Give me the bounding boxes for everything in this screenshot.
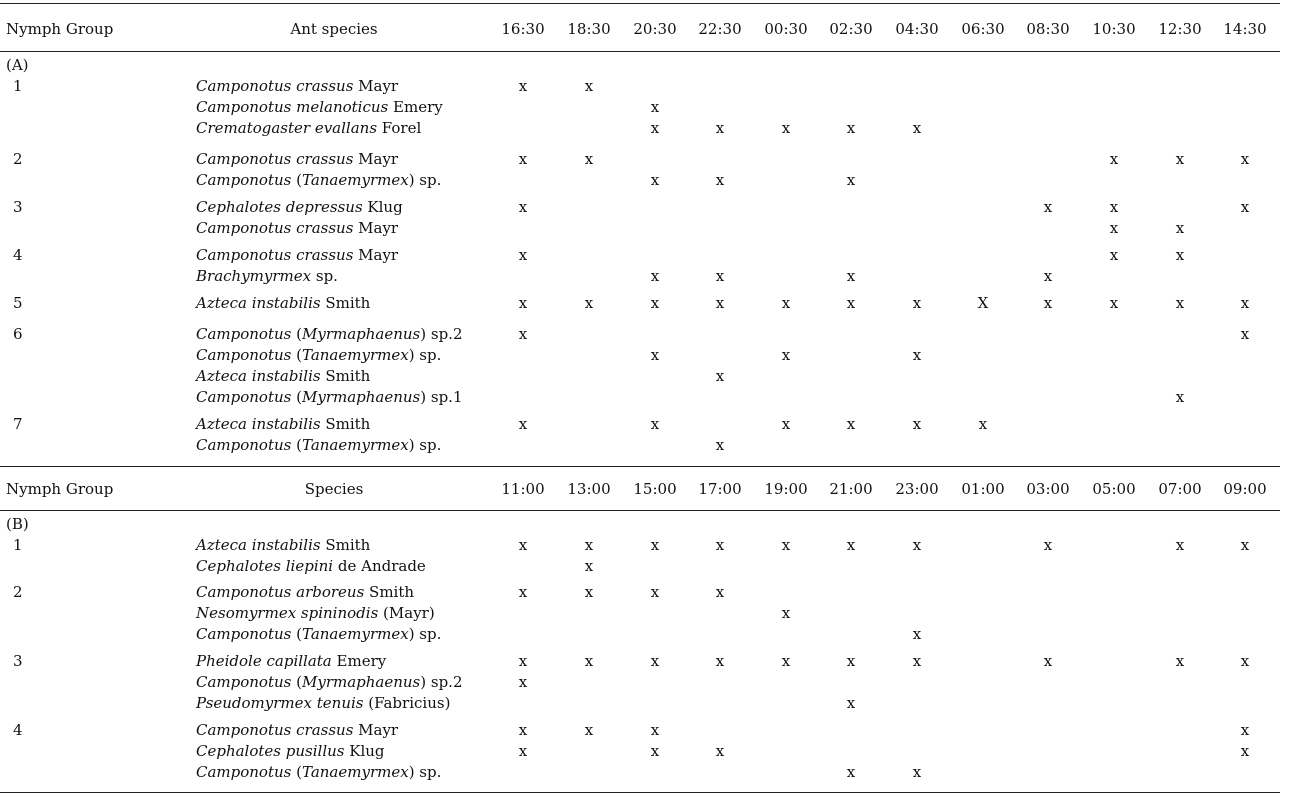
species-name-italic: Camponotus crassus bbox=[196, 721, 354, 739]
header-time: 03:00 bbox=[1026, 480, 1070, 498]
presence-mark: x bbox=[715, 171, 725, 189]
presence-mark: x bbox=[650, 583, 660, 601]
presence-mark: x bbox=[978, 415, 988, 433]
presence-mark: x bbox=[584, 557, 594, 575]
species-name-part: Mayr bbox=[353, 150, 399, 168]
species-name-part: Mayr bbox=[353, 721, 399, 739]
header-group-label: Nymph Group bbox=[6, 480, 114, 498]
species-name bbox=[196, 268, 338, 285]
presence-mark: x bbox=[518, 150, 528, 168]
header-species-label: Ant species bbox=[290, 20, 378, 38]
presence-mark: x bbox=[650, 267, 660, 285]
group-number: 2 bbox=[13, 150, 23, 168]
species-name-italic: Camponotus bbox=[196, 763, 292, 781]
header-time: 20:30 bbox=[633, 20, 677, 38]
species-name bbox=[196, 199, 403, 216]
species-name-part: Emery bbox=[388, 98, 443, 116]
presence-mark: x bbox=[781, 294, 791, 312]
species-name-italic: Brachymyrmex bbox=[196, 267, 312, 285]
presence-mark: x bbox=[912, 652, 922, 670]
species-name-part: ) sp.1 bbox=[420, 388, 463, 406]
species-name-italic: Camponotus crassus bbox=[196, 219, 354, 237]
species-name bbox=[196, 151, 398, 168]
species-name bbox=[196, 78, 398, 95]
species-name bbox=[196, 558, 426, 575]
species-name-part: ) sp. bbox=[408, 763, 442, 781]
presence-mark: x bbox=[518, 536, 528, 554]
species-name-italic: Cephalotes pusillus bbox=[196, 742, 345, 760]
species-name bbox=[196, 722, 398, 739]
header-time: 05:00 bbox=[1092, 480, 1136, 498]
presence-mark: x bbox=[912, 415, 922, 433]
presence-mark: x bbox=[715, 436, 725, 454]
species-name-part: Smith bbox=[320, 367, 371, 385]
species-name bbox=[196, 220, 398, 237]
presence-mark: x bbox=[1240, 742, 1250, 760]
presence-mark: x bbox=[584, 536, 594, 554]
presence-mark: x bbox=[1109, 246, 1119, 264]
species-name bbox=[196, 584, 414, 601]
presence-mark: x bbox=[846, 119, 856, 137]
presence-mark: x bbox=[518, 415, 528, 433]
presence-mark: x bbox=[518, 721, 528, 739]
presence-mark: x bbox=[518, 652, 528, 670]
species-name bbox=[196, 743, 385, 760]
species-name-italic: Azteca instabilis bbox=[196, 415, 321, 433]
presence-mark: x bbox=[1240, 536, 1250, 554]
species-name-italic: Pseudomyrmex tenuis bbox=[196, 694, 364, 712]
table-rule bbox=[0, 51, 1280, 52]
species-name bbox=[196, 653, 386, 670]
species-name bbox=[196, 172, 441, 189]
header-time: 04:30 bbox=[895, 20, 939, 38]
presence-mark: x bbox=[781, 346, 791, 364]
species-name bbox=[196, 437, 441, 454]
species-name-part: Smith bbox=[320, 536, 371, 554]
presence-mark: x bbox=[1175, 246, 1185, 264]
presence-mark: x bbox=[715, 536, 725, 554]
presence-mark: x bbox=[1175, 219, 1185, 237]
group-number: 1 bbox=[13, 77, 23, 95]
species-name bbox=[196, 389, 463, 406]
presence-mark: x bbox=[1043, 294, 1053, 312]
presence-mark: x bbox=[650, 346, 660, 364]
header-time: 13:00 bbox=[567, 480, 611, 498]
presence-mark: x bbox=[584, 294, 594, 312]
presence-mark: x bbox=[912, 294, 922, 312]
group-number: 3 bbox=[13, 652, 23, 670]
presence-mark: x bbox=[1043, 652, 1053, 670]
presence-mark: x bbox=[650, 652, 660, 670]
species-name-part: Forel bbox=[377, 119, 422, 137]
presence-mark: x bbox=[912, 536, 922, 554]
presence-mark: x bbox=[1109, 198, 1119, 216]
presence-mark: x bbox=[1175, 388, 1185, 406]
group-number: 1 bbox=[13, 536, 23, 554]
header-time: 21:00 bbox=[829, 480, 873, 498]
species-name-italic: Cephalotes depressus bbox=[196, 198, 363, 216]
species-name-italic: Azteca instabilis bbox=[196, 294, 321, 312]
presence-mark: x bbox=[715, 119, 725, 137]
header-time: 15:00 bbox=[633, 480, 677, 498]
presence-mark: x bbox=[912, 119, 922, 137]
species-name bbox=[196, 537, 370, 554]
header-time: 10:30 bbox=[1092, 20, 1136, 38]
header-species-label: Species bbox=[304, 480, 364, 498]
header-time: 06:30 bbox=[961, 20, 1005, 38]
presence-mark: x bbox=[715, 294, 725, 312]
presence-mark: x bbox=[781, 536, 791, 554]
presence-mark: x bbox=[650, 171, 660, 189]
presence-mark: x bbox=[1240, 150, 1250, 168]
species-name-italic: Camponotus bbox=[196, 325, 292, 343]
presence-mark: x bbox=[584, 721, 594, 739]
species-name-part: ) sp. bbox=[408, 436, 442, 454]
table-rule bbox=[0, 3, 1280, 4]
presence-mark: x bbox=[1043, 198, 1053, 216]
presence-mark: x bbox=[781, 119, 791, 137]
group-number: 5 bbox=[13, 294, 23, 312]
presence-mark: x bbox=[715, 652, 725, 670]
presence-mark: x bbox=[1240, 652, 1250, 670]
species-name bbox=[196, 626, 441, 643]
species-name-italic: Cephalotes liepini bbox=[196, 557, 334, 575]
species-name-part: Smith bbox=[320, 415, 371, 433]
presence-mark: x bbox=[518, 294, 528, 312]
header-time: 01:00 bbox=[961, 480, 1005, 498]
species-name bbox=[196, 99, 443, 116]
presence-mark: x bbox=[715, 367, 725, 385]
header-time: 08:30 bbox=[1026, 20, 1070, 38]
species-name-part: ( bbox=[291, 325, 302, 343]
species-name-part: Mayr bbox=[353, 219, 399, 237]
header-time: 16:30 bbox=[501, 20, 545, 38]
header-time: 07:00 bbox=[1158, 480, 1202, 498]
species-name-italic: Tanaemyrmex bbox=[301, 171, 409, 189]
presence-mark: x bbox=[584, 583, 594, 601]
header-time: 11:00 bbox=[501, 480, 545, 498]
presence-mark: x bbox=[912, 763, 922, 781]
species-name-italic: Camponotus bbox=[196, 436, 292, 454]
species-name-italic: Camponotus crassus bbox=[196, 77, 354, 95]
presence-mark: x bbox=[584, 77, 594, 95]
header-time: 12:30 bbox=[1158, 20, 1202, 38]
header-time: 22:30 bbox=[698, 20, 742, 38]
presence-mark: x bbox=[1175, 294, 1185, 312]
group-number: 4 bbox=[13, 246, 23, 264]
presence-mark: x bbox=[1240, 294, 1250, 312]
species-name-part: ( bbox=[291, 436, 302, 454]
presence-mark: x bbox=[846, 652, 856, 670]
presence-mark: x bbox=[650, 294, 660, 312]
species-name-part: ) sp. bbox=[408, 171, 442, 189]
species-name-italic: Camponotus bbox=[196, 388, 292, 406]
presence-mark: x bbox=[650, 536, 660, 554]
presence-mark: x bbox=[846, 171, 856, 189]
presence-mark: x bbox=[518, 583, 528, 601]
presence-mark: x bbox=[846, 415, 856, 433]
presence-mark: x bbox=[584, 150, 594, 168]
presence-mark: x bbox=[846, 763, 856, 781]
presence-mark: x bbox=[781, 604, 791, 622]
species-name-italic: Nesomyrmex spininodis bbox=[196, 604, 379, 622]
presence-mark: x bbox=[781, 415, 791, 433]
species-name-italic: Camponotus arboreus bbox=[196, 583, 365, 601]
table-rule bbox=[0, 466, 1280, 467]
presence-mark: x bbox=[518, 673, 528, 691]
species-name bbox=[196, 416, 370, 433]
presence-mark: x bbox=[846, 267, 856, 285]
species-name bbox=[196, 605, 435, 622]
presence-mark: x bbox=[715, 742, 725, 760]
species-name-italic: Azteca instabilis bbox=[196, 367, 321, 385]
presence-mark: x bbox=[518, 742, 528, 760]
species-name-part: Smith bbox=[364, 583, 415, 601]
species-name bbox=[196, 120, 421, 137]
species-name-part: ) sp. bbox=[408, 625, 442, 643]
species-name bbox=[196, 295, 370, 312]
presence-mark: x bbox=[650, 721, 660, 739]
presence-mark: x bbox=[1175, 536, 1185, 554]
species-name bbox=[196, 674, 463, 691]
header-time: 18:30 bbox=[567, 20, 611, 38]
species-name-italic: Tanaemyrmex bbox=[301, 346, 409, 364]
presence-mark: x bbox=[518, 246, 528, 264]
header-time: 09:00 bbox=[1223, 480, 1267, 498]
species-name-italic: Camponotus melanoticus bbox=[196, 98, 389, 116]
species-name-part: ( bbox=[291, 625, 302, 643]
species-name bbox=[196, 368, 370, 385]
presence-mark: x bbox=[715, 583, 725, 601]
species-name-part: Smith bbox=[320, 294, 371, 312]
presence-mark: x bbox=[584, 652, 594, 670]
section-label: (A) bbox=[6, 56, 29, 74]
presence-mark: x bbox=[1043, 267, 1053, 285]
species-name-part: ) sp.2 bbox=[420, 325, 463, 343]
species-name-italic: Crematogaster evallans bbox=[196, 119, 378, 137]
species-name-part: de Andrade bbox=[333, 557, 426, 575]
species-name-part: Klug bbox=[362, 198, 403, 216]
species-name-part: ( bbox=[291, 388, 302, 406]
species-name-italic: Tanaemyrmex bbox=[301, 763, 409, 781]
presence-mark: x bbox=[1043, 536, 1053, 554]
presence-mark: x bbox=[1109, 150, 1119, 168]
presence-mark: x bbox=[650, 98, 660, 116]
header-time: 00:30 bbox=[764, 20, 808, 38]
species-name bbox=[196, 347, 441, 364]
presence-mark: x bbox=[781, 652, 791, 670]
presence-mark: x bbox=[1240, 325, 1250, 343]
presence-mark: x bbox=[1175, 652, 1185, 670]
group-number: 7 bbox=[13, 415, 23, 433]
presence-mark: x bbox=[846, 536, 856, 554]
header-time: 14:30 bbox=[1223, 20, 1267, 38]
presence-mark: x bbox=[912, 625, 922, 643]
presence-mark: x bbox=[650, 742, 660, 760]
presence-mark: x bbox=[715, 267, 725, 285]
species-name-part: (Mayr) bbox=[378, 604, 435, 622]
species-name bbox=[196, 695, 450, 712]
header-time: 23:00 bbox=[895, 480, 939, 498]
table-rule bbox=[0, 510, 1280, 511]
species-name-part: sp. bbox=[311, 267, 338, 285]
species-name-italic: Myrmaphaenus bbox=[301, 325, 421, 343]
species-name bbox=[196, 764, 441, 781]
species-name-italic: Camponotus bbox=[196, 625, 292, 643]
species-name-italic: Tanaemyrmex bbox=[301, 625, 409, 643]
presence-mark: x bbox=[912, 346, 922, 364]
presence-mark: x bbox=[846, 694, 856, 712]
presence-mark: x bbox=[518, 198, 528, 216]
presence-mark: x bbox=[518, 325, 528, 343]
group-number: 2 bbox=[13, 583, 23, 601]
species-name-italic: Camponotus crassus bbox=[196, 246, 354, 264]
species-name-italic: Camponotus crassus bbox=[196, 150, 354, 168]
species-name bbox=[196, 326, 463, 343]
group-number: 4 bbox=[13, 721, 23, 739]
species-name-part: (Fabricius) bbox=[363, 694, 451, 712]
presence-mark: x bbox=[1109, 219, 1119, 237]
group-number: 3 bbox=[13, 198, 23, 216]
species-name-part: Klug bbox=[344, 742, 385, 760]
presence-mark: x bbox=[650, 415, 660, 433]
species-name-part: Emery bbox=[331, 652, 387, 670]
species-name-italic: Myrmaphaenus bbox=[301, 673, 421, 691]
presence-mark: X bbox=[977, 294, 989, 312]
section-label: (B) bbox=[6, 515, 29, 533]
species-name-part: ( bbox=[291, 763, 302, 781]
species-name-italic: Azteca instabilis bbox=[196, 536, 321, 554]
header-time: 19:00 bbox=[764, 480, 808, 498]
species-name-italic: Pheidole capillata bbox=[196, 652, 332, 670]
species-name-part: ) sp. bbox=[408, 346, 442, 364]
presence-mark: x bbox=[650, 119, 660, 137]
species-name-italic: Camponotus bbox=[196, 673, 292, 691]
presence-mark: x bbox=[846, 294, 856, 312]
header-time: 17:00 bbox=[698, 480, 742, 498]
presence-mark: x bbox=[1240, 198, 1250, 216]
presence-mark: x bbox=[1240, 721, 1250, 739]
group-number: 6 bbox=[13, 325, 23, 343]
species-name-part: ( bbox=[291, 171, 302, 189]
species-name-italic: Myrmaphaenus bbox=[301, 388, 421, 406]
species-name-italic: Camponotus bbox=[196, 171, 292, 189]
species-name-part: ( bbox=[291, 673, 302, 691]
species-name-italic: Camponotus bbox=[196, 346, 292, 364]
species-name bbox=[196, 247, 398, 264]
species-name-italic: Tanaemyrmex bbox=[301, 436, 409, 454]
species-name-part: ) sp.2 bbox=[420, 673, 463, 691]
presence-mark: x bbox=[518, 77, 528, 95]
species-name-part: Mayr bbox=[353, 246, 399, 264]
header-time: 02:30 bbox=[829, 20, 873, 38]
presence-mark: x bbox=[1109, 294, 1119, 312]
header-group-label: Nymph Group bbox=[6, 20, 114, 38]
presence-mark: x bbox=[1175, 150, 1185, 168]
species-name-part: ( bbox=[291, 346, 302, 364]
species-name-part: Mayr bbox=[353, 77, 399, 95]
table-rule bbox=[0, 792, 1280, 793]
